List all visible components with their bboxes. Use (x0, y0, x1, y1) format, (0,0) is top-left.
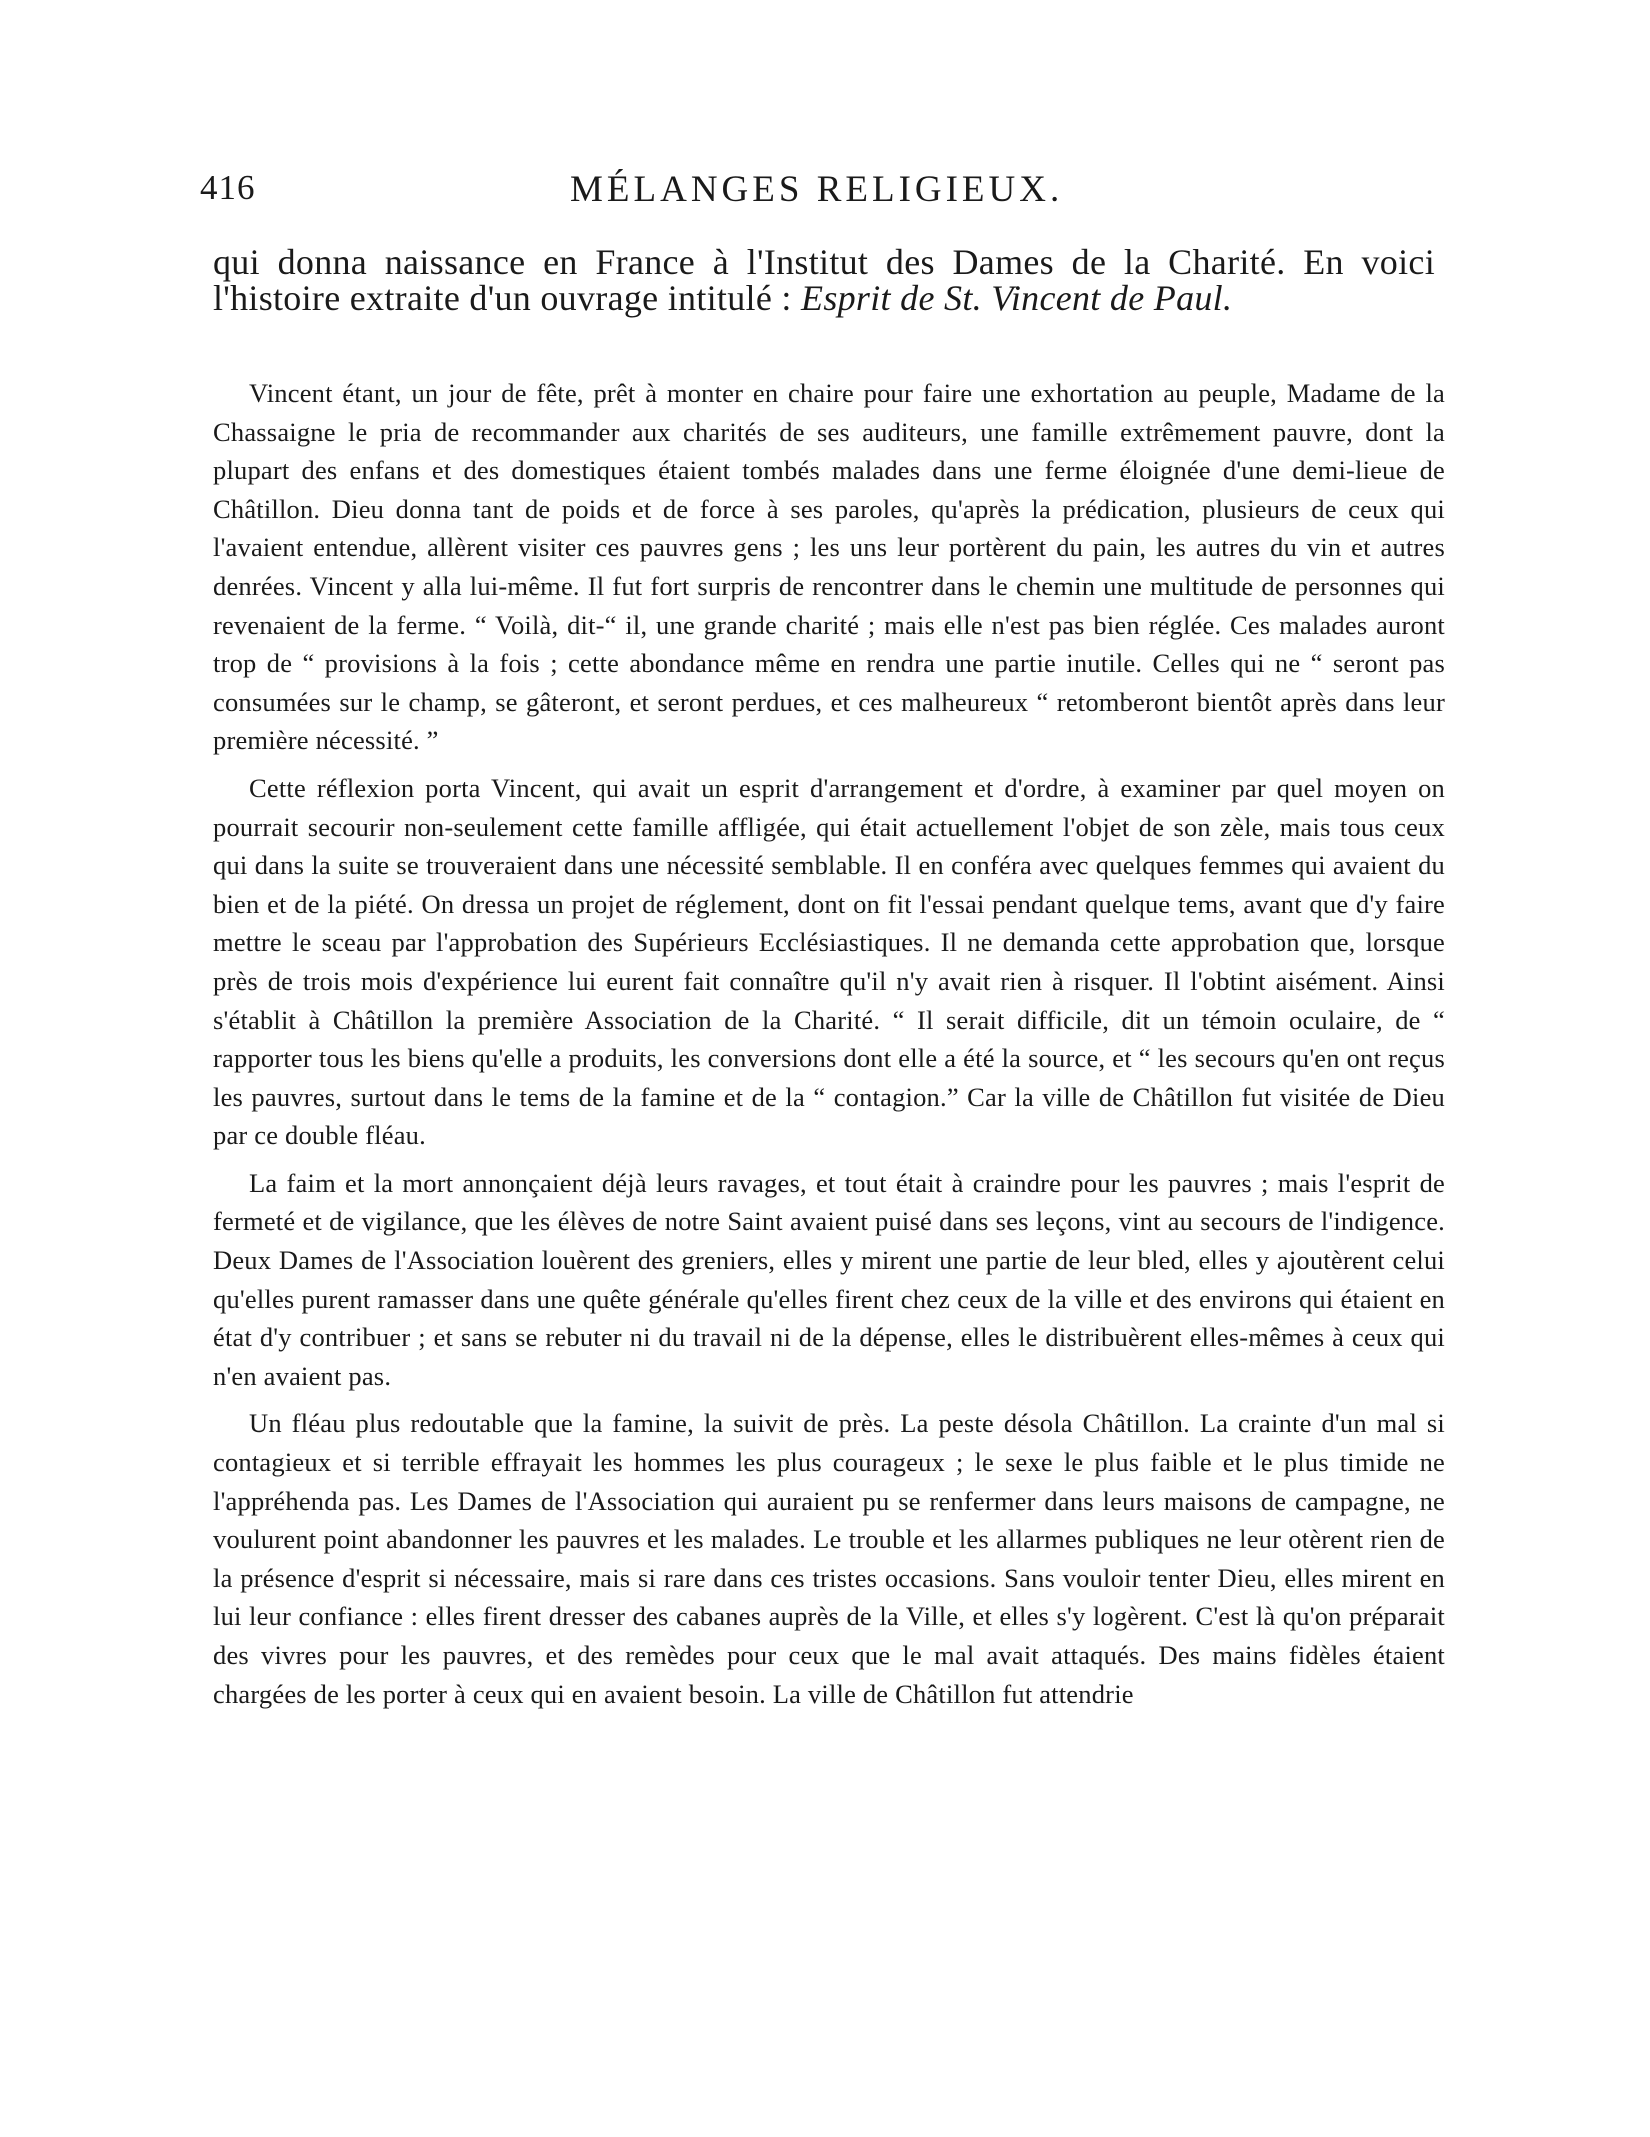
paragraph-2: Cette réflexion porta Vincent, qui avait un esprit d'arrangement et d'ordre, à examiner par quel moyen on pourrait secourir non-seulement cette famille affligée, qui était actuellement l'objet de son zèle, mais tous ceux qui dans la suite se trouveraient dans une nécessité semblable. Il en conféra avec quelques femmes qui avaient du bien et de la piété. On dressa un projet de réglement, dont on fit l'essai pendant quelque tems, avant que d'y faire mettre le sceau par l'approbation des Supérieurs Ecclésiastiques. Il ne demanda cette approbation que, lorsque près de trois mois d'expérience lui eurent fait connaître qu'il n'y avait rien à risquer. Il l'obtint aisément. Ainsi s'établit à Châtillon la première Association de la Charité. “ Il serait difficile, dit un témoin oculaire, de “ rapporter tous les biens qu'elle a produits, les conversions dont elle a été la source, et “ les secours qu'en ont reçus les pauvres, surtout dans le tems de la famine et de la “ contagion.” Car la ville de Châtillon fut visitée de Dieu par ce double fléau. (213, 772, 1445, 1151)
intro-text: qui donna naissance en France à l'Institut des Dames de la Charité. En voici l'histoire extraite d'un ouvrage intitulé : (213, 242, 1435, 318)
intro-paragraph (213, 244, 1435, 316)
page-number: 416 (200, 168, 256, 207)
paragraph-4: Un fléau plus redoutable que la famine, la suivit de près. La peste désola Châtillon. La crainte d'un mal si contagieux et si terrible effrayait les hommes les plus courageux ; le sexe le plus faible et le plus timide ne l'appréhenda pas. Les Dames de l'Association qui auraient pu se renfermer dans leurs maisons de campagne, ne voulurent point abandonner les pauvres et les malades. Le trouble et les allarmes publiques ne leur otèrent rien de la présence d'esprit si nécessaire, mais si rare dans ces tristes occasions. Sans vouloir tenter Dieu, elles mirent en lui leur confiance : elles firent dresser des cabanes auprès de la Ville, et elles s'y logèrent. C'est là qu'on préparait des vivres pour les pauvres, et des remèdes pour ceux que le mal avait attaqués. Des mains fidèles étaient chargées de les porter à ceux qui en avaient besoin. La ville de Châtillon fut attendrie (213, 1408, 1445, 1709)
page-header (200, 168, 1450, 228)
body-text (213, 374, 1445, 1722)
paragraph-3: La faim et la mort annonçaient déjà leurs ravages, et tout était à craindre pour les pauvres ; mais l'esprit de fermeté et de vigilance, que les élèves de notre Saint avaient puisé dans ses leçons, vint au secours de l'indigence. Deux Dames de l'Association louèrent des greniers, elles y mirent une partie de leur bled, elles y ajoutèrent celui qu'elles purent ramasser dans une quête générale qu'elles firent chez ceux de la ville et des environs qui étaient en état d'y contribuer ; et sans se rebuter ni du travail ni de la dépense, elles le distribuèrent elles-mêmes à ceux qui n'en avaient pas. (213, 1167, 1445, 1391)
running-head: MÉLANGES RELIGIEUX. (570, 169, 1064, 210)
paragraph-1: Vincent étant, un jour de fête, prêt à monter en chaire pour faire une exhortation au peuple, Madame de la Chassaigne le pria de recommander aux charités de ses auditeurs, une famille extrêmement pauvre, dont la plupart des enfans et des domestiques étaient tombés malades dans une ferme éloignée d'une demi-lieue de Châtillon. Dieu donna tant de poids et de force à ses paroles, qu'après la prédication, plusieurs de ceux qui l'avaient entendue, allèrent visiter ces pauvres gens ; les uns leur portèrent du pain, les autres du vin et autres denrées. Vincent y alla lui-même. Il fut fort surpris de rencontrer dans le chemin une multitude de personnes qui revenaient de la ferme. “ Voilà, dit-“ il, une grande charité ; mais elle n'est pas bien réglée. Ces malades auront trop de “ provisions à la fois ; cette abondance même en rendra une partie inutile. Celles qui ne “ seront pas consumées sur le champ, se gâteront, et seront perdues, et ces malheureux “ retomberont bientôt après dans leur première nécessité. ” (213, 378, 1445, 756)
book-title: Esprit de St. Vincent de Paul. (801, 278, 1233, 318)
